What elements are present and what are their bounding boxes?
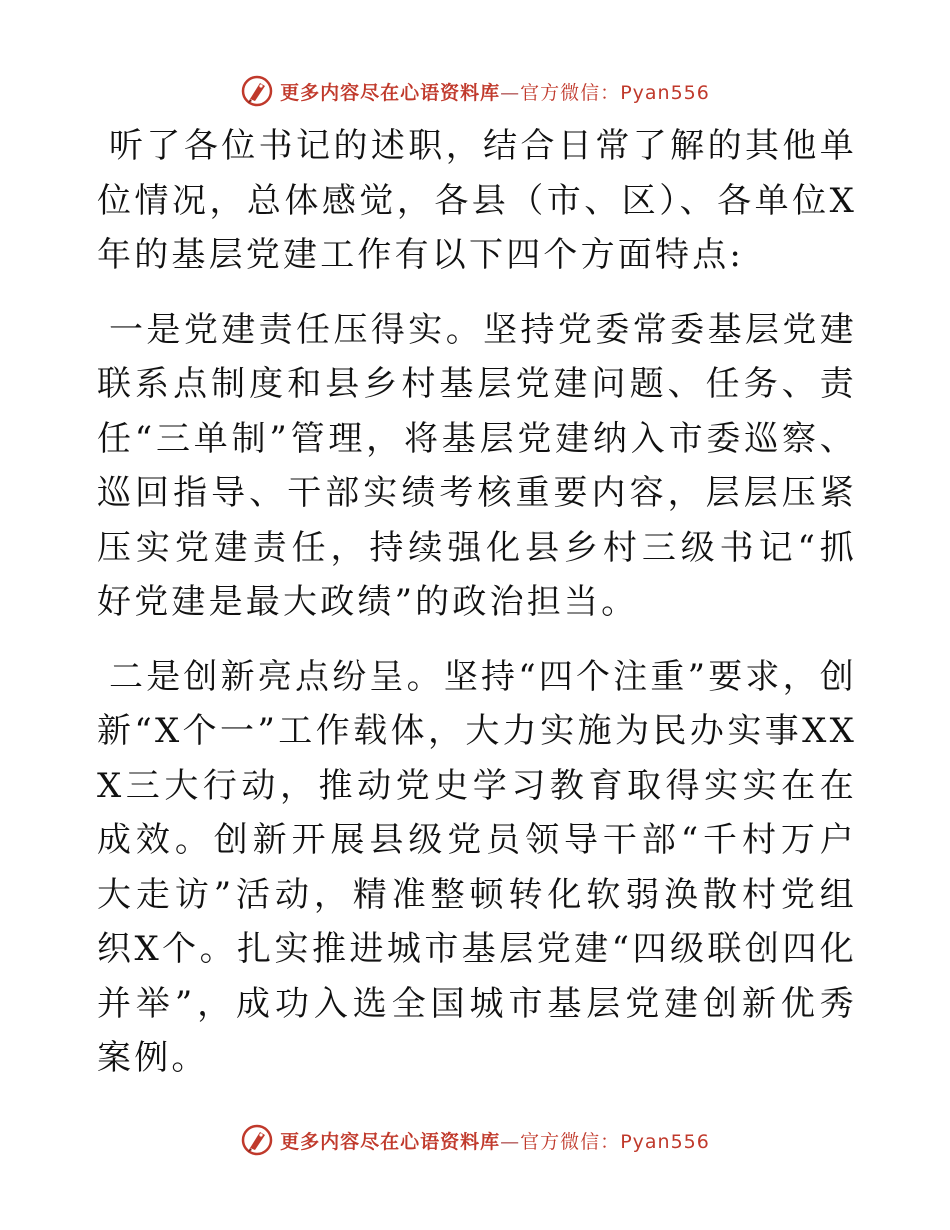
paragraph-point-one: 一是党建责任压得实。坚持党委常委基层党建联系点制度和县乡村基层党建问题、任务、责任“三单制”管理，将基层党建纳入市委巡察、巡回指导、干部实绩考核重要内容，层层压紧压实党建责任，持续强化县乡村三级书记“抓好党建是最大政绩”的政治担当。: [97, 309, 857, 622]
document-body: [97, 119, 857, 1106]
banner-wechat-id: Pyan556: [620, 81, 710, 104]
banner-site-text: 更多内容尽在心语资料库: [280, 1130, 501, 1153]
banner-wechat-id: Pyan556: [620, 1130, 710, 1153]
banner-dash: —: [500, 81, 521, 104]
pen-nib-logo-icon: [240, 74, 274, 108]
banner-text: [280, 1127, 710, 1154]
banner-wechat-label: 官方微信：: [520, 1130, 621, 1153]
footer-banner: [0, 1120, 950, 1160]
pen-nib-logo-icon: [240, 1123, 274, 1157]
header-banner: [0, 71, 950, 111]
paragraph-point-two: 二是创新亮点纷呈。坚持“四个注重”要求，创新“X个一”工作载体，大力实施为民办实事XXX三大行动，推动党史学习教育取得实实在在成效。创新开展县级党员领导干部“千村万户大走访”活动，精准整顿转化软弱涣散村党组织X个。扎实推进城市基层党建“四级联创四化并举”，成功入选全国城市基层党建创新优秀案例。: [97, 656, 857, 1078]
banner-wechat-label: 官方微信：: [520, 81, 621, 104]
banner-text: [280, 78, 710, 105]
banner-site-text: 更多内容尽在心语资料库: [280, 81, 501, 104]
paragraph-intro: 听了各位书记的述职，结合日常了解的其他单位情况，总体感觉，各县（市、区）、各单位X年的基层党建工作有以下四个方面特点:: [97, 126, 857, 275]
banner-dash: —: [500, 1130, 521, 1153]
